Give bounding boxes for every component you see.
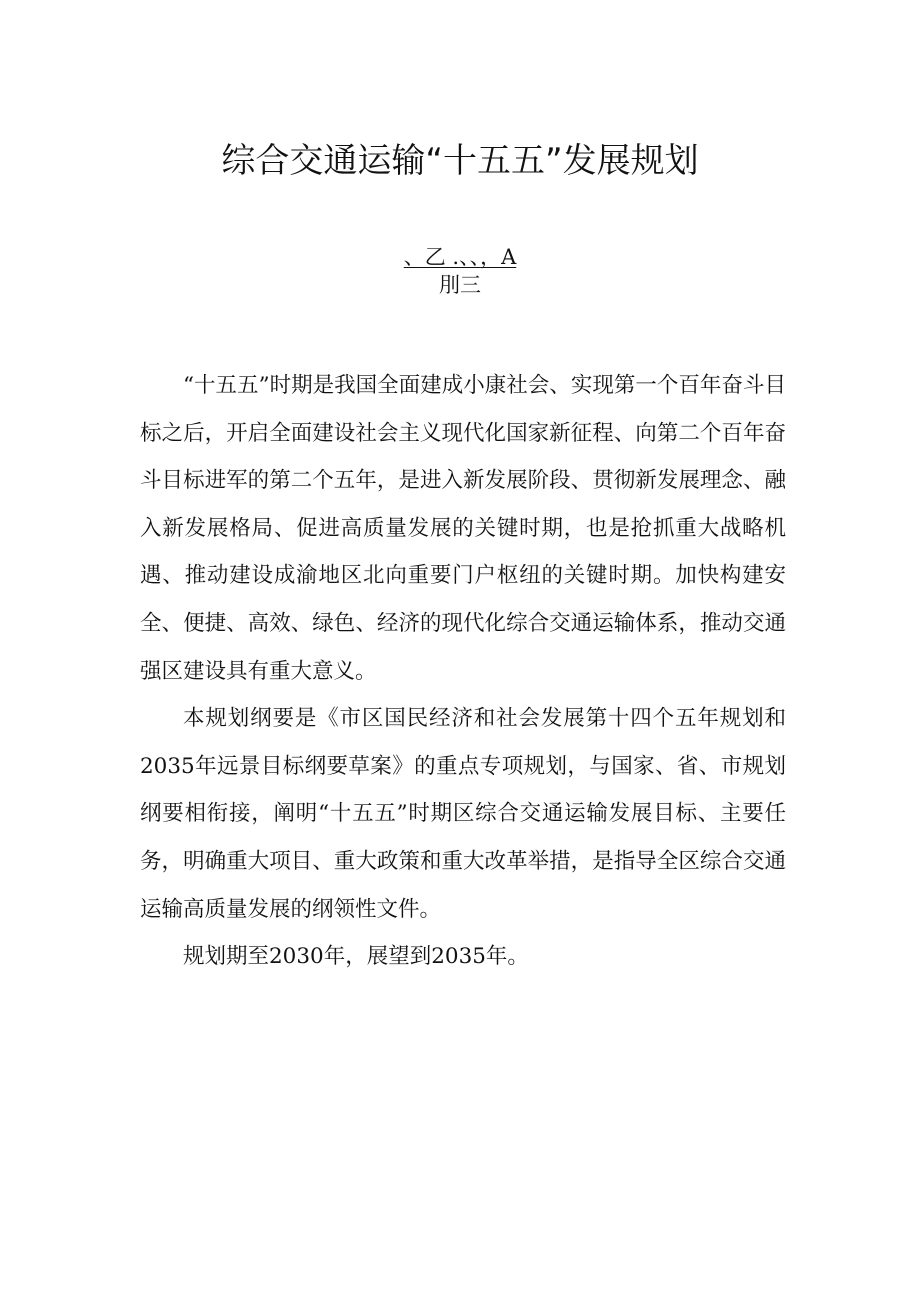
garbled-text-part-2: ，A	[480, 245, 517, 269]
garbled-ocr-line	[0, 244, 920, 270]
body-text	[140, 362, 786, 981]
garbled-text-part-1: 、乙 .、、	[403, 245, 481, 269]
preface-heading: 刖三	[439, 273, 481, 297]
document-title: 综合交通运输“十五五”发展规划	[221, 141, 699, 181]
paragraph-1: “十五五”时期是我国全面建成小康社会、实现第一个百年奋斗目标之后，开启全面建设社会主义现代化国家新征程、向第二个百年奋斗目标进军的第二个五年，是进入新发展阶段、贯彻新发展理念、融入新发展格局、促进高质量发展的关键时期，也是抢抓重大战略机遇、推动建设成渝地区北向重要门户枢纽的关键时期。加快构建安全、便捷、高效、绿色、经济的现代化综合交通运输体系，推动交通强区建设具有重大意义。	[140, 373, 786, 684]
paragraph-2: 本规划纲要是《市区国民经济和社会发展第十四个五年规划和2035年远景目标纲要草案》的重点专项规划，与国家、省、市规划纲要相衔接，阐明“十五五”时期区综合交通运输发展目标、主要任务，明确重大项目、重大政策和重大改革举措，是指导全区综合交通运输高质量发展的纲领性文件。	[140, 706, 786, 922]
paragraph-3: 规划期至2030年，展望到2035年。	[183, 944, 529, 970]
